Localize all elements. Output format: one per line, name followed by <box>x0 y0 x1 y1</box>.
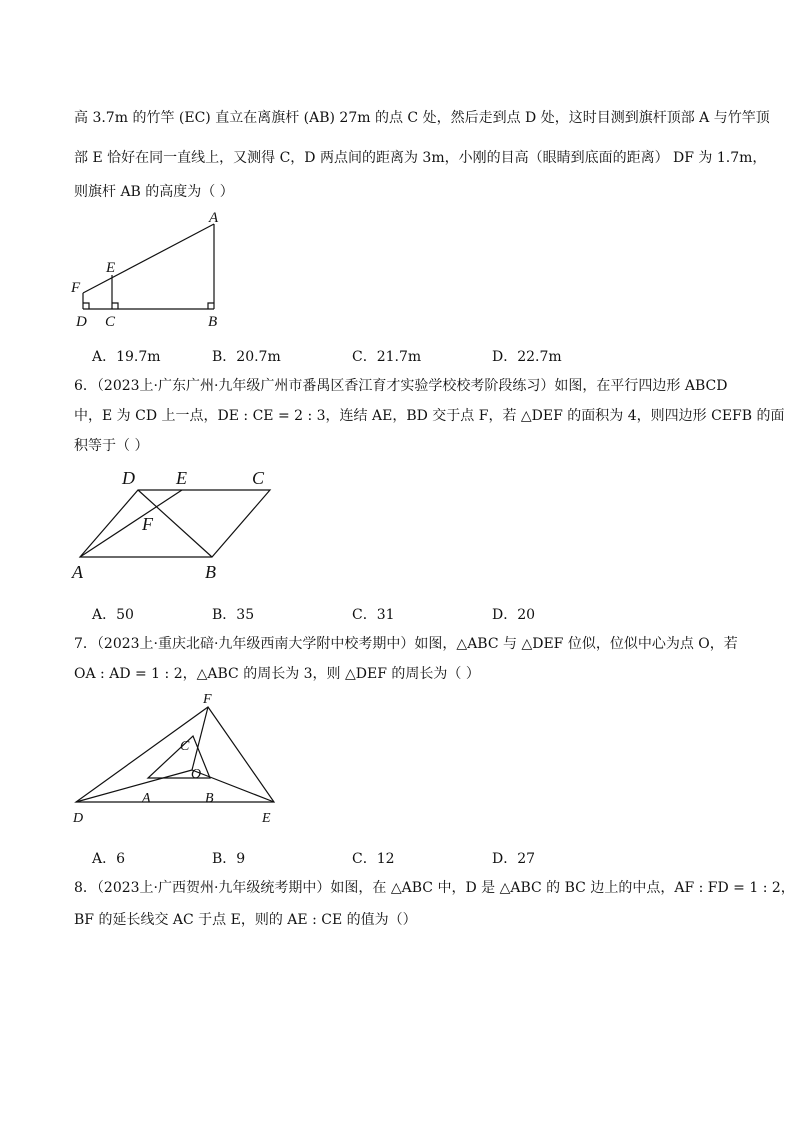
q7-text-line-2: OA : AD = 1 : 2，△ABC 的周长为 3，则 △DEF 的周长为（ ） <box>74 666 480 682</box>
q5-label-f: F <box>71 280 81 296</box>
q5-text-line-3: 则旗杆 AB 的高度为（ ） <box>74 184 234 200</box>
q7-option-d[interactable]: D．27 <box>492 851 536 867</box>
q6-figure <box>72 464 292 584</box>
q5-right-angle-b <box>208 303 214 309</box>
q7-label-c: C <box>180 739 190 754</box>
q8-text-line-2: BF 的延长线交 AC 于点 E，则的 AE : CE 的值为（） <box>74 912 417 928</box>
q7-triangle-def <box>76 707 274 802</box>
q6-option-b[interactable]: B．35 <box>212 607 255 623</box>
q5-label-c: C <box>105 314 116 330</box>
q7-label-f: F <box>203 692 212 707</box>
q7-line-od <box>76 770 192 802</box>
q7-label-e: E <box>262 811 271 826</box>
q5-label-b: B <box>208 314 218 330</box>
q5-option-c[interactable]: C．21.7m <box>352 349 422 365</box>
q7-label-a: A <box>142 791 151 806</box>
q5-option-a[interactable]: A．19.7m <box>92 349 161 365</box>
q5-label-d: D <box>76 314 87 330</box>
q7-option-c[interactable]: C．12 <box>352 851 395 867</box>
q5-label-e: E <box>106 260 116 276</box>
q5-option-b[interactable]: B．20.7m <box>212 349 281 365</box>
q6-line-ae <box>80 490 182 557</box>
q6-label-e: E <box>176 468 187 488</box>
q5-text-line-2: 部 E 恰好在同一直线上，又测得 C，D 两点间的距离为 3m，小刚的目高（眼睛到底面的距离） DF 为 1.7m， <box>74 150 767 166</box>
q6-label-a: A <box>72 562 83 582</box>
q7-label-o: O <box>191 767 202 782</box>
q6-option-d[interactable]: D．20 <box>492 607 536 623</box>
q8-text-line-1: 8．（2023上·广西贺州·九年级统考期中）如图，在 △ABC 中，D 是 △ABC 的 BC 边上的中点，AF : FD = 1 : 2， <box>74 880 795 896</box>
q6-text-line-2: 中，E 为 CD 上一点，DE : CE = 2 : 3，连结 AE，BD 交于点 F，若 △DEF 的面积为 4，则四边形 CEFB 的面 <box>74 408 785 424</box>
q7-text-line-1: 7．（2023上·重庆北碚·九年级西南大学附中校考期中）如图，△ABC 与 △DEF 位似，位似中心为点 O，若 <box>74 636 738 652</box>
q7-option-b[interactable]: B．9 <box>212 851 246 867</box>
q6-label-c: C <box>252 468 265 488</box>
q6-text-line-3: 积等于（ ） <box>74 438 149 454</box>
q5-right-angle-c <box>112 303 118 309</box>
q6-label-d: D <box>122 468 135 488</box>
q5-text-line-1: 高 3.7m 的竹竿 (EC) 直立在离旗杆 (AB) 27m 的点 C 处，然后走到点 D 处，这时目测到旗杆顶部 A 与竹竿顶 <box>74 110 770 126</box>
q5-right-angle-d <box>83 303 89 309</box>
q5-option-d[interactable]: D．22.7m <box>492 349 562 365</box>
q7-option-a[interactable]: A．6 <box>92 851 126 867</box>
q6-text-line-1: 6．（2023上·广东广州·九年级广州市番禺区香江育才实验学校校考阶段练习）如图，在平行四边形 ABCD <box>74 378 728 394</box>
q6-option-c[interactable]: C．31 <box>352 607 395 623</box>
q7-label-d: D <box>73 811 84 826</box>
q5-line-sight <box>83 224 214 293</box>
q6-option-a[interactable]: A．50 <box>92 607 134 623</box>
q6-label-b: B <box>205 562 216 582</box>
q5-label-a: A <box>209 210 219 226</box>
q6-label-f: F <box>142 514 153 534</box>
q7-label-b: B <box>205 791 214 806</box>
q5-figure <box>70 208 250 328</box>
q7-figure <box>70 690 310 830</box>
